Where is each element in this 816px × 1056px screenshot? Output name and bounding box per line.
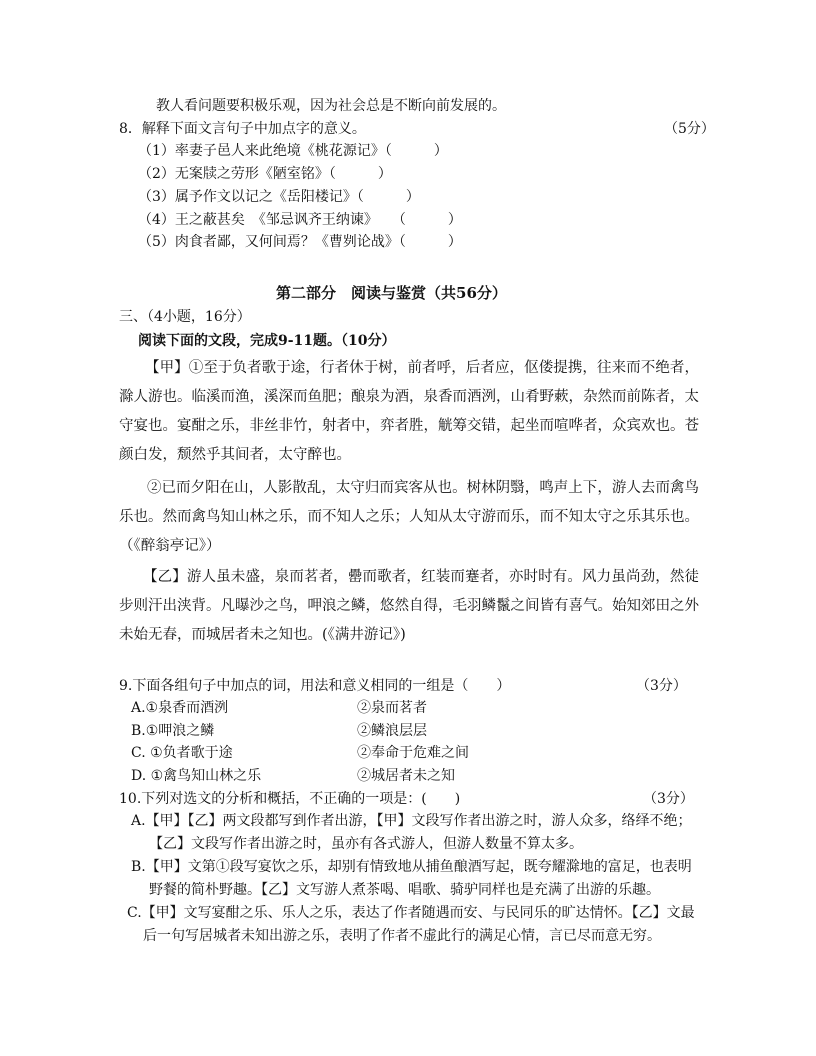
q9-stem: 9.下面各组句子中加点的词，用法和意义相同的一组是（ ） [119,678,511,694]
q10-option-a-line2: 【乙】文段写作者出游之时，虽亦有各式游人，但游人数量不算太多。 [149,836,583,852]
q10-option-c-line2: 后一句写居城者未知出游之乐，表明了作者不虚此行的满足心情，言已尽而意无穷。 [143,928,661,944]
q8-item: （3）属予作文以记之《岳阳楼记》（ ） [138,189,420,205]
top-line: 教人看问题要积极乐观，因为社会总是不断向前发展的。 [156,98,506,114]
q10-option-c-line1: C.【甲】文写宴酣之乐、乐人之乐，表达了作者随遇而安、与民同乐的旷达情怀。【乙】文最 [127,905,695,921]
q8-item: （2）无案牍之劳形《陋室铭》（ ） [138,166,392,182]
q9-option-b-left: B.①呷浪之鳞 [131,723,215,739]
q9-option-b-right: ②鳞浪层层 [357,723,427,739]
q8-item: （1）率妻子邑人来此绝境《桃花源记》（ ） [138,143,448,159]
q8-points: （5分） [664,121,715,137]
q9-option-d-right: ②城居者未之知 [357,768,455,784]
q8-item: （5）肉食者鄙，又何间焉？《曹刿论战》（ ） [138,234,462,250]
q10-points: （3分） [643,791,694,807]
reading-instruction: 阅读下面的文段，完成9-11题。（10分） [138,333,396,349]
passage-jia-p2: ②已而夕阳在山，人影散乱，太守归而宾客从也。树林阴翳，鸣声上下，游人去而禽鸟乐也。然而禽鸟知山林之乐，而不知人之乐；人知从太守游而乐，而不知太守之乐其乐也。（《醉翁亭记》） [119,480,699,554]
q9-option-a-right: ②泉而茗者 [357,700,427,716]
section-heading: 三、（4小题，16分） [119,309,251,325]
q10-stem: 10.下列对选文的分析和概括，不正确的一项是：( ) [119,791,461,807]
q9-option-c-left: C. ①负者歌于途 [131,745,233,761]
q8-item: （4）王之蔽甚矣 《邹忌讽齐王纳谏》 （ ） [138,212,462,228]
part-title: 第二部分 阅读与鉴赏（共56分） [276,284,507,302]
q9-option-d-left: D. ①禽鸟知山林之乐 [131,768,262,784]
q9-option-a-left: A.①泉香而酒洌 [131,700,229,716]
passage-jia-p1: 【甲】①至于负者歌于途，行者休于树，前者呼，后者应，伛偻提携，往来而不绝者，滁人游也。临溪而渔，溪深而鱼肥；酿泉为酒，泉香而酒洌，山肴野蔌，杂然而前陈者，太守宴也。宴酣之乐，非丝非竹，射者中，弈者胜，觥筹交错，起坐而喧哗者，众宾欢也。苍颜白发，颓然乎其间者，太守醉也。 [119,360,699,463]
passage-yi: 【乙】游人虽未盛，泉而茗者，罍而歌者，红装而蹇者，亦时时有。风力虽尚劲，然徒步则汗出浃背。凡曝沙之鸟，呷浪之鳞，悠然自得，毛羽鳞鬣之间皆有喜气。始知郊田之外未始无春，而城居者未之知也。(《满井游记》) [119,569,699,643]
q10-option-b-line2: 野餐的简朴野趣。【乙】文写游人煮茶喝、唱歌、骑驴同样也是充满了出游的乐趣。 [149,882,660,898]
q9-option-c-right: ②奉命于危难之间 [357,745,469,761]
q9-points: （3分） [636,678,687,694]
q10-option-b-line1: B.【甲】文第①段写宴饮之乐，却别有情致地从捕鱼酿酒写起，既夸耀滁地的富足，也表明 [131,859,692,875]
q8-stem: 8．解释下面文言句子中加点字的意义。 [119,121,366,137]
q10-option-a-line1: A.【甲】【乙】两文段都写到作者出游，【甲】文段写作者出游之时，游人众多，络绎不绝； [131,813,692,829]
